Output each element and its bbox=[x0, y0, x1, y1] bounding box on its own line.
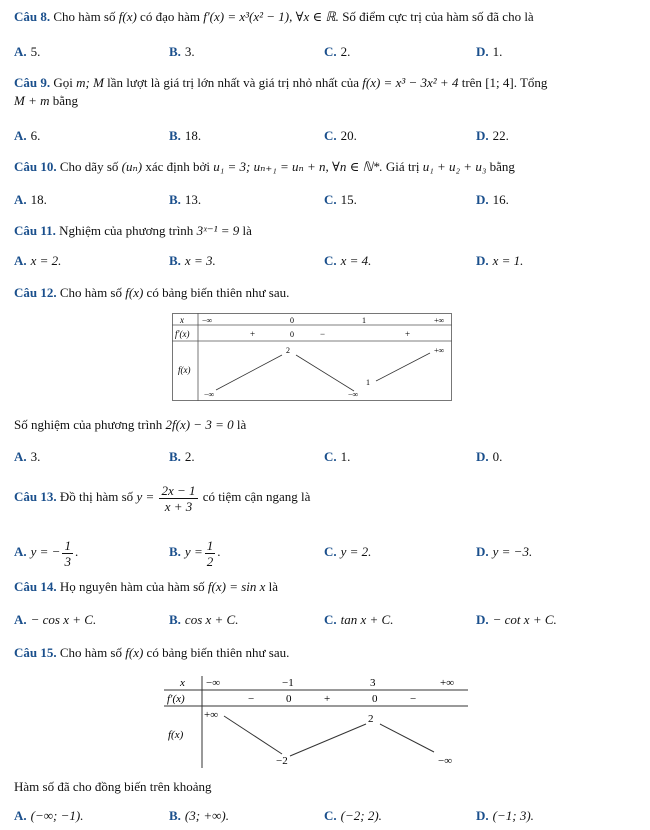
q13-option-c[interactable]: C. y = 2. bbox=[324, 544, 372, 559]
q12-text-pre: Cho hàm số bbox=[59, 285, 122, 300]
q15-text-post: có bảng biến thiên như sau. bbox=[146, 645, 290, 660]
q8-options bbox=[14, 44, 639, 62]
q13-option-b[interactable]: B. y = $\frac{1}{2}$ . bbox=[169, 537, 221, 569]
q15-option-c[interactable]: C. (−2; 2). bbox=[324, 808, 382, 823]
question-9-label: Câu 9. bbox=[14, 75, 51, 90]
q12-option-d[interactable]: D. 0. bbox=[476, 449, 503, 464]
q15-f-val-3: 2 bbox=[368, 713, 374, 725]
q11-option-c[interactable]: C. x = 4. bbox=[324, 253, 372, 268]
q12-prompt-eq: 2f(x) − 3 = 0 bbox=[165, 417, 234, 432]
q15-arrow-2 bbox=[290, 724, 366, 756]
question-14 bbox=[14, 578, 639, 596]
q12-x-val-3: 1 bbox=[362, 316, 366, 325]
q11-option-b[interactable]: B. x = 3. bbox=[169, 253, 216, 268]
q9-option-a[interactable]: A. 6. bbox=[14, 128, 41, 143]
q12-f-val-4: 1 bbox=[366, 378, 370, 387]
q12-x-label: x bbox=[180, 315, 184, 325]
q10-seq: (uₙ) bbox=[121, 159, 143, 174]
q10-text-pre: Cho dãy số bbox=[59, 159, 119, 174]
q15-f-val-2: −2 bbox=[276, 755, 288, 767]
q10-option-b[interactable]: B. 13. bbox=[169, 192, 202, 207]
q15-option-a[interactable]: A. (−∞; −1). bbox=[14, 808, 84, 823]
q10-rule: u₁ = 3; uₙ₊₁ = uₙ + n, ∀n ∈ ℕ*. bbox=[213, 159, 383, 174]
q14-text-end: là bbox=[268, 579, 279, 594]
q15-x-label: x bbox=[180, 677, 185, 689]
q13-y: y = bbox=[136, 489, 155, 504]
q12-option-a[interactable]: A. 3. bbox=[14, 449, 41, 464]
q12-option-b[interactable]: B. 2. bbox=[169, 449, 195, 464]
q11-equation: 3ˣ⁻¹ = 9 bbox=[196, 223, 240, 238]
q15-f-val-1: +∞ bbox=[204, 709, 219, 721]
q12-x-val-1: −∞ bbox=[202, 316, 213, 325]
q12-f-val-2: 2 bbox=[286, 346, 290, 355]
q15-arrow-3 bbox=[380, 724, 434, 752]
q8-option-a[interactable]: A. 5. bbox=[14, 44, 41, 59]
q15-fp-label: f′(x) bbox=[167, 693, 185, 705]
q12-f-label: f(x) bbox=[178, 365, 191, 375]
q15-x-val-4: +∞ bbox=[440, 677, 455, 689]
q10-text-end: bằng bbox=[489, 159, 515, 174]
q15-prompt-text: Hàm số đã cho đồng biến trên khoảng bbox=[14, 779, 212, 794]
q12-x-val-2: 0 bbox=[290, 316, 294, 325]
q9-text-end: bằng bbox=[52, 93, 79, 108]
q15-fp-sign-5: − bbox=[410, 693, 417, 705]
q11-option-d[interactable]: D. x = 1. bbox=[476, 253, 524, 268]
q12-f-val-1: −∞ bbox=[204, 390, 215, 399]
q9-sum: M + m bbox=[14, 93, 50, 108]
q15-variation-table bbox=[164, 672, 468, 768]
q8-option-b[interactable]: B. 3. bbox=[169, 44, 195, 59]
q15-option-b[interactable]: B. (3; +∞). bbox=[169, 808, 229, 823]
q10-option-d[interactable]: D. 16. bbox=[476, 192, 509, 207]
q11-options bbox=[14, 253, 639, 271]
q9-vars: m; M bbox=[76, 75, 104, 90]
q8-option-d[interactable]: D. 1. bbox=[476, 44, 503, 59]
q15-x-val-3: 3 bbox=[370, 677, 376, 689]
q11-text-pre: Nghiệm của phương trình bbox=[59, 223, 194, 238]
q15-options bbox=[14, 808, 639, 826]
q9-options bbox=[14, 128, 639, 146]
q12-x-val-4: +∞ bbox=[434, 316, 445, 325]
q12-prompt-end: là bbox=[236, 417, 247, 432]
q8-derivative: f′(x) = x³(x² − 1), ∀x ∈ ℝ. bbox=[203, 9, 339, 24]
q9-text-tail: Tổng bbox=[519, 75, 548, 90]
q15-arrow-1 bbox=[224, 716, 282, 754]
q9-interval: [1; 4]. bbox=[485, 75, 517, 90]
q8-func: f(x) bbox=[118, 9, 137, 24]
q12-fp-label: f′(x) bbox=[175, 329, 190, 339]
q15-x-val-1: −∞ bbox=[206, 677, 221, 689]
q15-text-pre: Cho hàm số bbox=[59, 645, 122, 660]
question-9 bbox=[14, 74, 639, 110]
q11-option-a[interactable]: A. x = 2. bbox=[14, 253, 62, 268]
q12-prompt bbox=[14, 416, 639, 434]
question-10 bbox=[14, 158, 639, 176]
q13-text-post: có tiệm cận ngang là bbox=[202, 489, 311, 504]
q14-option-b[interactable]: B. cos x + C. bbox=[169, 612, 239, 627]
q15-f-val-4: −∞ bbox=[438, 755, 453, 767]
q10-text-post: Giá trị bbox=[385, 159, 420, 174]
q15-fp-sign-2: 0 bbox=[286, 693, 292, 705]
q15-f-label: f(x) bbox=[168, 729, 184, 741]
q12-options bbox=[14, 449, 639, 467]
q14-options bbox=[14, 612, 639, 630]
q9-text-mid: lần lượt là giá trị lớn nhất và giá trị nhỏ nhất của bbox=[107, 75, 360, 90]
question-11 bbox=[14, 222, 639, 240]
q13-option-a[interactable]: A. y = − $\frac{1}{3}$ . bbox=[14, 537, 79, 569]
q9-text-pre: Gọi bbox=[53, 75, 73, 90]
q15-func: f(x) bbox=[125, 645, 144, 660]
q8-text-pre: Cho hàm số bbox=[53, 9, 116, 24]
q14-option-d[interactable]: D. − cot x + C. bbox=[476, 612, 557, 627]
question-10-label: Câu 10. bbox=[14, 159, 57, 174]
q12-fp-sign-2: 0 bbox=[290, 330, 294, 339]
q10-sum: u₁ + u₂ + u₃ bbox=[422, 159, 487, 174]
q12-f-val-3: −∞ bbox=[348, 390, 359, 399]
q14-func: f(x) = sin x bbox=[207, 579, 266, 594]
question-8 bbox=[14, 8, 639, 26]
q12-fp-sign-1: + bbox=[250, 329, 256, 339]
question-15 bbox=[14, 644, 639, 662]
question-12 bbox=[14, 284, 639, 302]
question-13-label: Câu 13. bbox=[14, 489, 57, 504]
q10-option-a[interactable]: A. 18. bbox=[14, 192, 47, 207]
q9-func: f(x) = x³ − 3x² + 4 bbox=[362, 75, 459, 90]
q12-fp-sign-3: − bbox=[320, 329, 326, 339]
question-12-label: Câu 12. bbox=[14, 285, 57, 300]
q14-option-a[interactable]: A. − cos x + C. bbox=[14, 612, 97, 627]
question-8-label: Câu 8. bbox=[14, 9, 51, 24]
q12-func: f(x) bbox=[125, 285, 144, 300]
q14-text-pre: Họ nguyên hàm của hàm số bbox=[59, 579, 205, 594]
q12-prompt-pre: Số nghiệm của phương trình bbox=[14, 417, 163, 432]
q15-fp-sign-1: − bbox=[248, 693, 255, 705]
q15-fp-sign-3: + bbox=[324, 693, 331, 705]
q8-option-c[interactable]: C. 2. bbox=[324, 44, 351, 59]
q13-text-pre: Đồ thị hàm số bbox=[59, 489, 134, 504]
q13-fraction: $\frac{2x - 1}{x + 3}$ bbox=[161, 482, 196, 514]
q9-option-c[interactable]: C. 20. bbox=[324, 128, 357, 143]
q9-option-d[interactable]: D. 22. bbox=[476, 128, 509, 143]
q13-option-d[interactable]: D. y = −3. bbox=[476, 544, 533, 559]
q10-option-c[interactable]: C. 15. bbox=[324, 192, 357, 207]
question-15-label: Câu 15. bbox=[14, 645, 57, 660]
q8-text-mid: có đạo hàm bbox=[140, 9, 200, 24]
q14-option-c[interactable]: C. tan x + C. bbox=[324, 612, 394, 627]
q13-options bbox=[14, 534, 639, 570]
q15-prompt bbox=[14, 778, 639, 796]
q9-text-on: trên bbox=[461, 75, 482, 90]
q15-option-d[interactable]: D. (−1; 3). bbox=[476, 808, 534, 823]
q10-text-mid: xác định bởi bbox=[145, 159, 210, 174]
q8-text-post: Số điểm cực trị của hàm số đã cho là bbox=[342, 9, 534, 24]
q12-text-post: có bảng biến thiên như sau. bbox=[146, 285, 290, 300]
q15-x-val-2: −1 bbox=[282, 677, 294, 689]
q12-option-c[interactable]: C. 1. bbox=[324, 449, 351, 464]
question-14-label: Câu 14. bbox=[14, 579, 57, 594]
q12-fp-sign-4: + bbox=[405, 329, 411, 339]
q10-options bbox=[14, 192, 639, 210]
question-13 bbox=[14, 480, 639, 514]
q9-option-b[interactable]: B. 18. bbox=[169, 128, 202, 143]
q11-text-end: là bbox=[242, 223, 252, 238]
q12-f-val-5: +∞ bbox=[434, 346, 445, 355]
q15-fp-sign-4: 0 bbox=[372, 693, 378, 705]
question-11-label: Câu 11. bbox=[14, 223, 56, 238]
q12-variation-table bbox=[172, 313, 452, 401]
